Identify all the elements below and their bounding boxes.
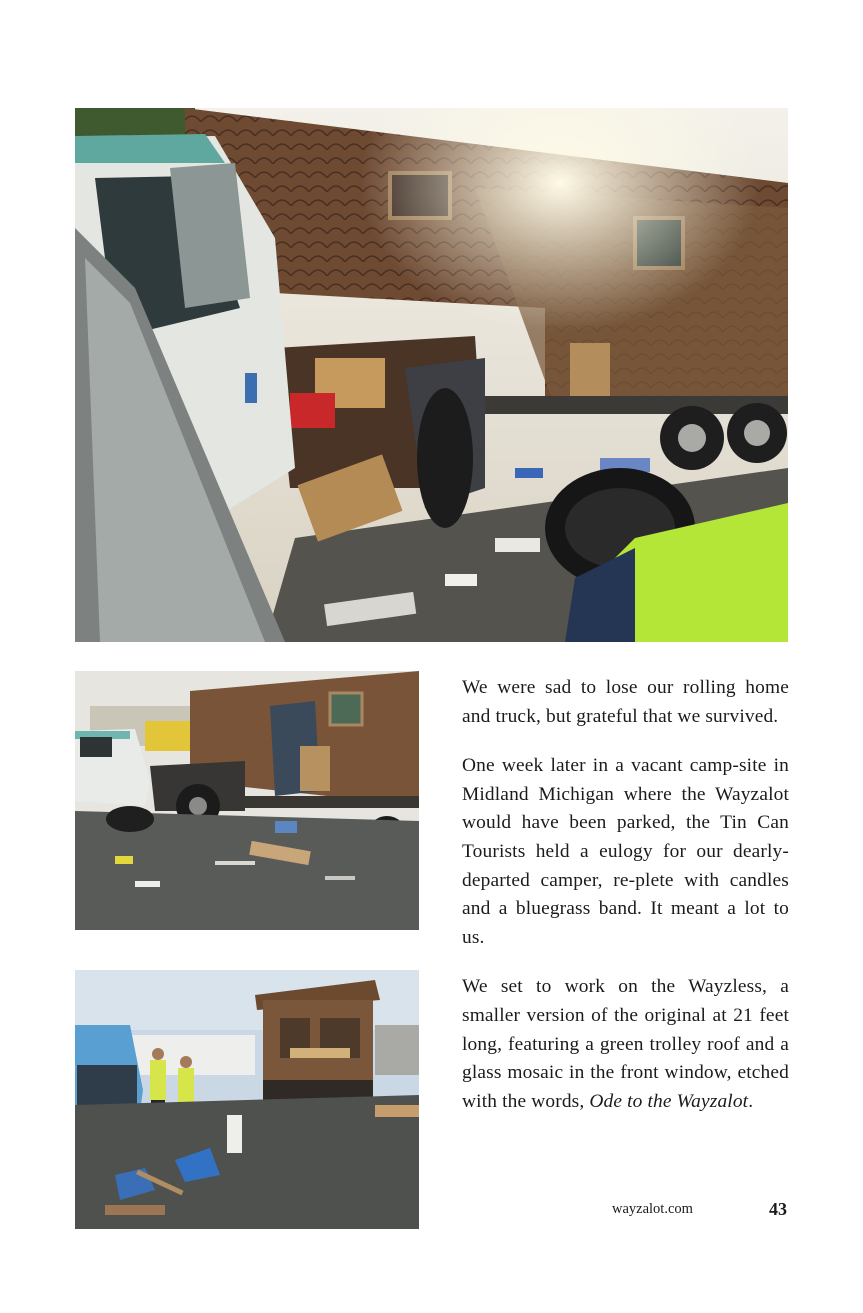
paragraph-3 xyxy=(462,973,789,1116)
body-text xyxy=(462,674,789,1137)
mosaic-inscription: Ode to the Wayzalot xyxy=(589,1090,749,1112)
footer-url: wayzalot.com xyxy=(612,1201,693,1217)
wreck-photo-wide xyxy=(75,671,419,930)
wreck-photo-main xyxy=(75,108,788,642)
page-number: 43 xyxy=(769,1199,787,1219)
paragraph-1: We were sad to lose our rolling home and truck, but grateful that we survived. xyxy=(462,677,789,727)
paragraph-2: One week later in a vacant camp-site in Midland Michigan where the Wayzalot would have been parked, the Tin Can Tourists held a eulogy for our dearly-departed camper, re-plete with candles and a bluegrass band. It meant a lot to us. xyxy=(462,755,789,948)
responders-photo xyxy=(75,970,419,1229)
paragraph-3-end: . xyxy=(748,1090,754,1112)
paragraph-3-text: We set to work on the Wayzless, a smaller version of the original at 21 feet long, featuring a green trolley roof and a glass mosaic in the front window, etched with the words, xyxy=(462,976,789,1112)
